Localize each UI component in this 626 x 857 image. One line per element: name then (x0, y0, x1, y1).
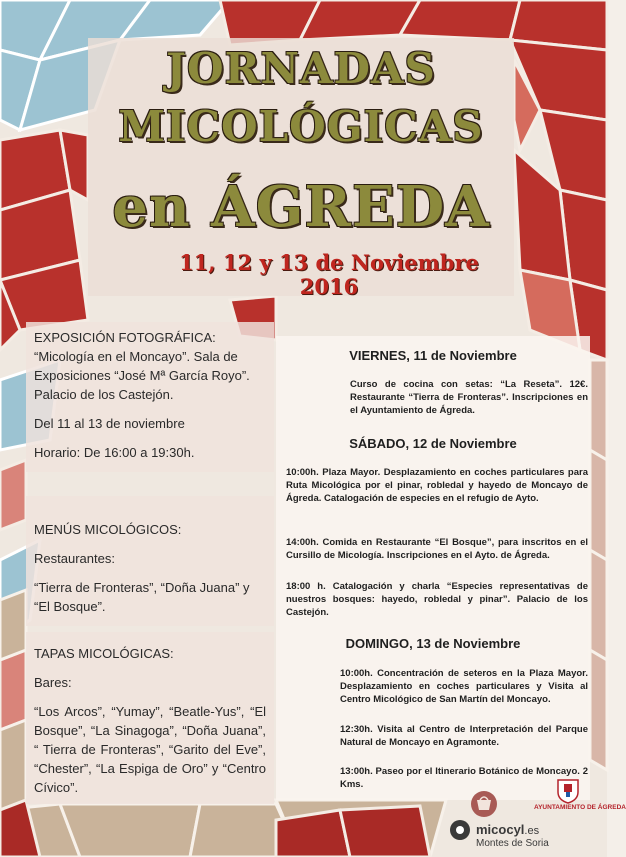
ayuntamiento-label: AYUNTAMIENTO DE ÁGREDA (534, 804, 626, 811)
exposicion-description: “Micología en el Moncayo”. Sala de Exposiciones “José Mª García Royo”. Palacio de los Castejón. (34, 349, 250, 402)
event-year: 2016 (299, 274, 359, 299)
domingo-event-1: 10:00h. Concentración de seteros en la Plaza Mayor. Desplazamiento en coches particulares y Visita al Centro Micológico de San Martín del Moncayo. (340, 668, 588, 705)
micocyl-name: micocyl (476, 822, 525, 837)
exposicion-hours: Horario: De 16:00 a 19:30h. (34, 445, 195, 460)
domingo-heading: DOMINGO, 13 de Noviembre (345, 636, 521, 651)
menus-restaurants: “Tierra de Fronteras”, “Doña Juana” y “El Bosque”. (34, 580, 250, 614)
title-panel (88, 38, 514, 299)
viernes-heading: VIERNES, 11 de Noviembre (349, 348, 517, 363)
exposicion-heading: EXPOSICIÓN FOTOGRÁFICA: (34, 330, 216, 345)
tapas-heading: TAPAS MICOLÓGICAS: (34, 646, 174, 661)
sabado-event-1: 10:00h. Plaza Mayor. Desplazamiento en coches particulares para Ruta Micológica por el pinar, robledal y hayedo de Moncayo de Ágreda. Catalogación de especies en el refugio de Ayto. (286, 467, 588, 504)
title-line-2: MICOLÓGICAS (118, 102, 484, 151)
exposicion-dates: Del 11 al 13 de noviembre (34, 416, 185, 431)
exposicion-box (26, 322, 274, 472)
sabado-event-2: 14:00h. Comida en Restaurante “El Bosque”, para inscritos en el Cursillo de Micología. Inscripciones en el Ayto. de Ágreda. (286, 537, 588, 561)
domingo-event-2: 12:30h. Visita al Centro de Interpretación del Parque Natural de Moncayo en Agramonte. (340, 724, 588, 748)
domingo-event-3: 13:00h. Paseo por el Itinerario Botánico de Moncayo. 2 Kms. (340, 766, 588, 790)
menus-box (26, 496, 274, 626)
sabado-heading: SÁBADO, 12 de Noviembre (349, 436, 517, 451)
viernes-event-1: Curso de cocina con setas: “La Reseta”. 12€. Restaurante “Tierra de Fronteras”. Inscripciones en el Ayuntamiento de Ágreda. (350, 379, 588, 416)
event-dates: 11, 12 y 13 de Noviembre (179, 250, 479, 275)
sponsor-logos (446, 778, 626, 854)
menus-heading: MENÚS MICOLÓGICOS: (34, 522, 182, 537)
micocyl-suffix: .es (524, 825, 540, 837)
micocyl-label (476, 822, 539, 837)
ayuntamiento-shield-icon (556, 778, 580, 804)
tapas-subheading: Bares: (34, 675, 72, 690)
tapas-box (26, 632, 274, 804)
sabado-event-3: 18:00 h. Catalogación y charla “Especies representativas de nuestros bosques: hayedo, robledal y pinar”. Palacio de los Castejón. (286, 581, 588, 618)
montes-label: Montes de Soria (476, 838, 549, 849)
title-line-1: JORNADAS (166, 44, 436, 93)
menus-subheading: Restaurantes: (34, 551, 115, 566)
tapas-bars: “Los Arcos”, “Yumay”, “Beatle-Yus”, “El Bosque”, “La Sinagoga”, “Doña Juana”, “ Tierra de Fronteras”, “Garito del Eve”, “Chester”, “La Espiga de Oro” y “Centro Cívico”. (34, 704, 266, 795)
title-line-3: en ÁGREDA (112, 174, 490, 240)
